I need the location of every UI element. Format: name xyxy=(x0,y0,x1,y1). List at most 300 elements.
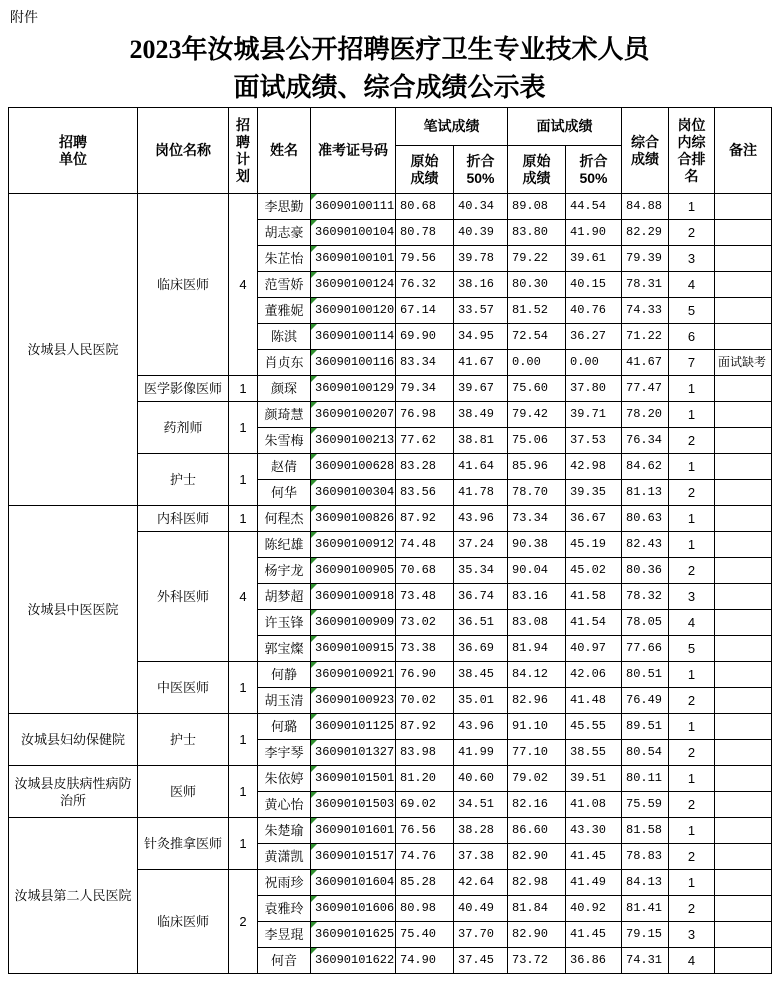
written-half-score: 38.28 xyxy=(454,818,508,844)
written-raw-score: 80.68 xyxy=(396,194,454,220)
written-half-score: 39.67 xyxy=(454,376,508,402)
rank-in-position: 2 xyxy=(669,688,715,714)
interview-raw-score: 83.16 xyxy=(508,584,566,610)
rank-in-position: 1 xyxy=(669,194,715,220)
candidate-name: 许玉锋 xyxy=(258,610,311,636)
written-half-score: 38.16 xyxy=(454,272,508,298)
rank-in-position: 1 xyxy=(669,532,715,558)
written-raw-score: 77.62 xyxy=(396,428,454,454)
interview-raw-score: 85.96 xyxy=(508,454,566,480)
note-cell xyxy=(715,376,772,402)
candidate-name: 祝雨珍 xyxy=(258,870,311,896)
position-name-cell: 护士 xyxy=(138,454,229,506)
written-raw-score: 80.98 xyxy=(396,896,454,922)
unit-name-cell: 汝城县人民医院 xyxy=(9,194,138,506)
header-half-line1: 折合 xyxy=(466,152,495,169)
candidate-name: 朱雪梅 xyxy=(258,428,311,454)
interview-half-score: 0.00 xyxy=(566,350,622,376)
interview-half-score: 38.55 xyxy=(566,740,622,766)
rank-in-position: 2 xyxy=(669,896,715,922)
note-cell xyxy=(715,558,772,584)
total-score: 74.31 xyxy=(622,948,669,974)
interview-half-score: 42.06 xyxy=(566,662,622,688)
written-raw-score: 87.92 xyxy=(396,714,454,740)
written-raw-score: 76.98 xyxy=(396,402,454,428)
rank-in-position: 3 xyxy=(669,584,715,610)
interview-half-score: 40.97 xyxy=(566,636,622,662)
header-unit xyxy=(9,108,138,194)
note-cell xyxy=(715,194,772,220)
note-cell xyxy=(715,922,772,948)
table-body xyxy=(9,194,772,974)
total-score: 75.59 xyxy=(622,792,669,818)
candidate-name: 胡梦超 xyxy=(258,584,311,610)
exam-id: 36090100207 xyxy=(311,402,396,428)
written-raw-score: 73.48 xyxy=(396,584,454,610)
header-rank: 岗位内综合排名 xyxy=(669,108,715,194)
interview-half-score: 41.58 xyxy=(566,584,622,610)
rank-in-position: 2 xyxy=(669,844,715,870)
interview-raw-score: 75.06 xyxy=(508,428,566,454)
interview-raw-score: 0.00 xyxy=(508,350,566,376)
written-raw-score: 83.98 xyxy=(396,740,454,766)
candidate-name: 颜琛 xyxy=(258,376,311,402)
written-half-score: 41.99 xyxy=(454,740,508,766)
total-score: 78.31 xyxy=(622,272,669,298)
note-cell xyxy=(715,688,772,714)
interview-raw-score: 77.10 xyxy=(508,740,566,766)
interview-half-score: 45.55 xyxy=(566,714,622,740)
interview-raw-score: 81.84 xyxy=(508,896,566,922)
written-raw-score: 83.28 xyxy=(396,454,454,480)
interview-half-score: 39.71 xyxy=(566,402,622,428)
rank-in-position: 1 xyxy=(669,870,715,896)
note-cell xyxy=(715,402,772,428)
header-interview: 面试成绩 xyxy=(508,108,622,146)
interview-raw-score: 79.42 xyxy=(508,402,566,428)
interview-half-score: 39.35 xyxy=(566,480,622,506)
interview-half-score: 45.19 xyxy=(566,532,622,558)
header-written-half xyxy=(454,146,508,194)
candidate-name: 何程杰 xyxy=(258,506,311,532)
note-cell xyxy=(715,948,772,974)
written-raw-score: 70.02 xyxy=(396,688,454,714)
position-name-cell: 中医医师 xyxy=(138,662,229,714)
note-cell xyxy=(715,246,772,272)
rank-in-position: 2 xyxy=(669,220,715,246)
candidate-name: 陈纪雄 xyxy=(258,532,311,558)
exam-id: 36090101625 xyxy=(311,922,396,948)
total-score: 77.66 xyxy=(622,636,669,662)
note-cell: 面试缺考 xyxy=(715,350,772,376)
exam-id: 36090100628 xyxy=(311,454,396,480)
rank-in-position: 4 xyxy=(669,272,715,298)
interview-half-score: 36.27 xyxy=(566,324,622,350)
written-half-score: 36.51 xyxy=(454,610,508,636)
interview-half-score: 39.61 xyxy=(566,246,622,272)
note-cell xyxy=(715,818,772,844)
written-raw-score: 74.76 xyxy=(396,844,454,870)
rank-in-position: 1 xyxy=(669,506,715,532)
written-raw-score: 75.40 xyxy=(396,922,454,948)
rank-in-position: 4 xyxy=(669,948,715,974)
total-score: 82.29 xyxy=(622,220,669,246)
interview-raw-score: 82.96 xyxy=(508,688,566,714)
exam-id: 36090100120 xyxy=(311,298,396,324)
total-score: 81.41 xyxy=(622,896,669,922)
written-raw-score: 79.34 xyxy=(396,376,454,402)
interview-raw-score: 81.94 xyxy=(508,636,566,662)
written-half-score: 36.74 xyxy=(454,584,508,610)
note-cell xyxy=(715,610,772,636)
interview-half-score: 40.15 xyxy=(566,272,622,298)
score-table xyxy=(8,107,772,974)
candidate-name: 李宇琴 xyxy=(258,740,311,766)
total-score: 71.22 xyxy=(622,324,669,350)
rank-in-position: 1 xyxy=(669,454,715,480)
rank-in-position: 2 xyxy=(669,558,715,584)
position-name-cell: 药剂师 xyxy=(138,402,229,454)
interview-half-score: 39.51 xyxy=(566,766,622,792)
written-half-score: 40.39 xyxy=(454,220,508,246)
header-interview-raw xyxy=(508,146,566,194)
plan-count-cell: 4 xyxy=(229,194,258,376)
exam-id: 36090100826 xyxy=(311,506,396,532)
written-raw-score: 83.34 xyxy=(396,350,454,376)
rank-in-position: 1 xyxy=(669,818,715,844)
unit-name-cell: 汝城县中医医院 xyxy=(9,506,138,714)
interview-half-score: 42.98 xyxy=(566,454,622,480)
exam-id: 36090100304 xyxy=(311,480,396,506)
exam-id: 36090100116 xyxy=(311,350,396,376)
written-half-score: 37.38 xyxy=(454,844,508,870)
header-unit-line2: 单位 xyxy=(59,150,87,167)
header-interview-half xyxy=(566,146,622,194)
interview-raw-score: 80.30 xyxy=(508,272,566,298)
interview-raw-score: 83.08 xyxy=(508,610,566,636)
header-half-line2: 50% xyxy=(466,169,495,186)
candidate-name: 何璐 xyxy=(258,714,311,740)
total-score: 81.13 xyxy=(622,480,669,506)
exam-id: 36090100923 xyxy=(311,688,396,714)
candidate-name: 肖贞东 xyxy=(258,350,311,376)
interview-raw-score: 90.38 xyxy=(508,532,566,558)
rank-in-position: 2 xyxy=(669,428,715,454)
written-half-score: 40.60 xyxy=(454,766,508,792)
total-score: 80.63 xyxy=(622,506,669,532)
rank-in-position: 1 xyxy=(669,662,715,688)
candidate-name: 颜琦慧 xyxy=(258,402,311,428)
total-score: 74.33 xyxy=(622,298,669,324)
written-half-score: 43.96 xyxy=(454,506,508,532)
candidate-name: 董雅妮 xyxy=(258,298,311,324)
interview-half-score: 36.86 xyxy=(566,948,622,974)
rank-in-position: 1 xyxy=(669,402,715,428)
exam-id: 36090101604 xyxy=(311,870,396,896)
exam-id: 36090101606 xyxy=(311,896,396,922)
position-name-cell: 内科医师 xyxy=(138,506,229,532)
note-cell xyxy=(715,298,772,324)
total-score: 80.11 xyxy=(622,766,669,792)
rank-in-position: 2 xyxy=(669,480,715,506)
exam-id: 36090100905 xyxy=(311,558,396,584)
note-cell xyxy=(715,766,772,792)
candidate-name: 何音 xyxy=(258,948,311,974)
total-score: 80.51 xyxy=(622,662,669,688)
position-name-cell: 医学影像医师 xyxy=(138,376,229,402)
written-half-score: 37.24 xyxy=(454,532,508,558)
table-row xyxy=(9,194,772,220)
rank-in-position: 5 xyxy=(669,636,715,662)
written-half-score: 38.49 xyxy=(454,402,508,428)
total-score: 80.54 xyxy=(622,740,669,766)
interview-raw-score: 91.10 xyxy=(508,714,566,740)
total-score: 89.51 xyxy=(622,714,669,740)
rank-in-position: 4 xyxy=(669,610,715,636)
plan-count-cell: 1 xyxy=(229,454,258,506)
rank-in-position: 2 xyxy=(669,740,715,766)
written-half-score: 34.51 xyxy=(454,792,508,818)
written-half-score: 39.78 xyxy=(454,246,508,272)
interview-raw-score: 82.16 xyxy=(508,792,566,818)
interview-half-score: 41.90 xyxy=(566,220,622,246)
candidate-name: 袁雅玲 xyxy=(258,896,311,922)
total-score: 79.15 xyxy=(622,922,669,948)
written-half-score: 35.34 xyxy=(454,558,508,584)
total-score: 82.43 xyxy=(622,532,669,558)
total-score: 78.05 xyxy=(622,610,669,636)
plan-count-cell: 1 xyxy=(229,818,258,870)
written-raw-score: 67.14 xyxy=(396,298,454,324)
note-cell xyxy=(715,844,772,870)
table-header xyxy=(9,108,772,194)
interview-raw-score: 82.98 xyxy=(508,870,566,896)
header-raw-line1: 原始 xyxy=(522,152,551,169)
written-half-score: 43.96 xyxy=(454,714,508,740)
plan-count-cell: 1 xyxy=(229,766,258,818)
interview-half-score: 36.67 xyxy=(566,506,622,532)
exam-id: 36090101622 xyxy=(311,948,396,974)
interview-half-score: 41.54 xyxy=(566,610,622,636)
written-half-score: 35.01 xyxy=(454,688,508,714)
note-cell xyxy=(715,454,772,480)
total-score: 78.32 xyxy=(622,584,669,610)
interview-raw-score: 82.90 xyxy=(508,844,566,870)
document-title-line1: 2023年汝城县公开招聘医疗卫生专业技术人员 xyxy=(129,35,650,64)
note-cell xyxy=(715,272,772,298)
note-cell xyxy=(715,662,772,688)
header-position: 岗位名称 xyxy=(138,108,229,194)
written-half-score: 38.81 xyxy=(454,428,508,454)
header-unit-line1: 招聘 xyxy=(59,133,87,150)
exam-id: 36090100124 xyxy=(311,272,396,298)
interview-raw-score: 82.90 xyxy=(508,922,566,948)
written-half-score: 41.64 xyxy=(454,454,508,480)
exam-id: 36090100921 xyxy=(311,662,396,688)
interview-half-score: 41.45 xyxy=(566,844,622,870)
interview-raw-score: 90.04 xyxy=(508,558,566,584)
note-cell xyxy=(715,220,772,246)
header-half-line2: 50% xyxy=(579,169,608,186)
table-row xyxy=(9,766,772,792)
written-raw-score: 79.56 xyxy=(396,246,454,272)
candidate-name: 朱芷怡 xyxy=(258,246,311,272)
written-raw-score: 69.90 xyxy=(396,324,454,350)
note-cell xyxy=(715,506,772,532)
exam-id: 36090100129 xyxy=(311,376,396,402)
position-name-cell: 护士 xyxy=(138,714,229,766)
written-raw-score: 74.90 xyxy=(396,948,454,974)
candidate-name: 何华 xyxy=(258,480,311,506)
unit-name-cell: 汝城县妇幼保健院 xyxy=(9,714,138,766)
exam-id: 36090100111 xyxy=(311,194,396,220)
rank-in-position: 1 xyxy=(669,714,715,740)
rank-in-position: 5 xyxy=(669,298,715,324)
total-score: 41.67 xyxy=(622,350,669,376)
total-score: 81.58 xyxy=(622,818,669,844)
candidate-name: 李思勤 xyxy=(258,194,311,220)
interview-half-score: 44.54 xyxy=(566,194,622,220)
total-score: 76.34 xyxy=(622,428,669,454)
exam-id: 36090101517 xyxy=(311,844,396,870)
candidate-name: 黄心怡 xyxy=(258,792,311,818)
written-raw-score: 83.56 xyxy=(396,480,454,506)
interview-raw-score: 79.02 xyxy=(508,766,566,792)
interview-half-score: 41.49 xyxy=(566,870,622,896)
header-raw-line2: 成绩 xyxy=(410,169,439,186)
interview-half-score: 40.92 xyxy=(566,896,622,922)
interview-half-score: 41.48 xyxy=(566,688,622,714)
note-cell xyxy=(715,896,772,922)
interview-half-score: 43.30 xyxy=(566,818,622,844)
unit-name-cell: 汝城县皮肤病性病防治所 xyxy=(9,766,138,818)
candidate-name: 胡志豪 xyxy=(258,220,311,246)
candidate-name: 何静 xyxy=(258,662,311,688)
written-raw-score: 85.28 xyxy=(396,870,454,896)
header-plan: 招聘计划 xyxy=(229,108,258,194)
written-half-score: 37.45 xyxy=(454,948,508,974)
plan-count-cell: 2 xyxy=(229,870,258,974)
interview-raw-score: 73.34 xyxy=(508,506,566,532)
candidate-name: 杨宇龙 xyxy=(258,558,311,584)
header-exam-id: 准考证号码 xyxy=(311,108,396,194)
header-row-1 xyxy=(9,108,772,146)
written-raw-score: 76.90 xyxy=(396,662,454,688)
table-row xyxy=(9,714,772,740)
written-half-score: 40.34 xyxy=(454,194,508,220)
position-name-cell: 临床医师 xyxy=(138,870,229,974)
written-half-score: 36.69 xyxy=(454,636,508,662)
rank-in-position: 6 xyxy=(669,324,715,350)
header-written: 笔试成绩 xyxy=(396,108,508,146)
candidate-name: 郭宝燦 xyxy=(258,636,311,662)
interview-half-score: 37.53 xyxy=(566,428,622,454)
interview-half-score: 45.02 xyxy=(566,558,622,584)
written-raw-score: 81.20 xyxy=(396,766,454,792)
candidate-name: 胡玉清 xyxy=(258,688,311,714)
plan-count-cell: 1 xyxy=(229,714,258,766)
exam-id: 36090101503 xyxy=(311,792,396,818)
position-name-cell: 外科医师 xyxy=(138,532,229,662)
interview-raw-score: 86.60 xyxy=(508,818,566,844)
total-score: 80.36 xyxy=(622,558,669,584)
note-cell xyxy=(715,428,772,454)
note-cell xyxy=(715,714,772,740)
total-score: 77.47 xyxy=(622,376,669,402)
written-raw-score: 73.38 xyxy=(396,636,454,662)
total-score: 78.20 xyxy=(622,402,669,428)
exam-id: 36090100909 xyxy=(311,610,396,636)
written-half-score: 41.67 xyxy=(454,350,508,376)
rank-in-position: 1 xyxy=(669,766,715,792)
note-cell xyxy=(715,532,772,558)
written-raw-score: 76.56 xyxy=(396,818,454,844)
table-row xyxy=(9,818,772,844)
interview-half-score: 41.08 xyxy=(566,792,622,818)
header-written-raw xyxy=(396,146,454,194)
interview-half-score: 41.45 xyxy=(566,922,622,948)
note-cell xyxy=(715,870,772,896)
exam-id: 36090101327 xyxy=(311,740,396,766)
interview-raw-score: 78.70 xyxy=(508,480,566,506)
rank-in-position: 7 xyxy=(669,350,715,376)
written-half-score: 42.64 xyxy=(454,870,508,896)
interview-raw-score: 81.52 xyxy=(508,298,566,324)
total-score: 78.83 xyxy=(622,844,669,870)
note-cell xyxy=(715,584,772,610)
written-half-score: 33.57 xyxy=(454,298,508,324)
exam-id: 36090100918 xyxy=(311,584,396,610)
header-raw-line1: 原始 xyxy=(410,152,439,169)
exam-id: 36090101125 xyxy=(311,714,396,740)
candidate-name: 朱依婷 xyxy=(258,766,311,792)
total-score: 76.49 xyxy=(622,688,669,714)
plan-count-cell: 1 xyxy=(229,506,258,532)
written-raw-score: 69.02 xyxy=(396,792,454,818)
plan-count-cell: 1 xyxy=(229,402,258,454)
written-raw-score: 76.32 xyxy=(396,272,454,298)
attachment-label: 附件 xyxy=(10,9,38,25)
interview-raw-score: 89.08 xyxy=(508,194,566,220)
interview-raw-score: 75.60 xyxy=(508,376,566,402)
plan-count-cell: 1 xyxy=(229,662,258,714)
unit-name-cell: 汝城县第二人民医院 xyxy=(9,818,138,974)
position-name-cell: 临床医师 xyxy=(138,194,229,376)
written-half-score: 34.95 xyxy=(454,324,508,350)
exam-id: 36090100912 xyxy=(311,532,396,558)
header-half-line1: 折合 xyxy=(579,152,608,169)
note-cell xyxy=(715,324,772,350)
rank-in-position: 3 xyxy=(669,246,715,272)
rank-in-position: 3 xyxy=(669,922,715,948)
exam-id: 36090100213 xyxy=(311,428,396,454)
candidate-name: 朱楚瑜 xyxy=(258,818,311,844)
interview-raw-score: 79.22 xyxy=(508,246,566,272)
header-total: 综合成绩 xyxy=(622,108,669,194)
exam-id: 36090100114 xyxy=(311,324,396,350)
interview-raw-score: 73.72 xyxy=(508,948,566,974)
candidate-name: 黄潇凯 xyxy=(258,844,311,870)
written-half-score: 40.49 xyxy=(454,896,508,922)
exam-id: 36090100915 xyxy=(311,636,396,662)
note-cell xyxy=(715,792,772,818)
note-cell xyxy=(715,740,772,766)
written-raw-score: 74.48 xyxy=(396,532,454,558)
written-raw-score: 73.02 xyxy=(396,610,454,636)
total-score: 79.39 xyxy=(622,246,669,272)
exam-id: 36090100104 xyxy=(311,220,396,246)
header-raw-line2: 成绩 xyxy=(522,169,551,186)
